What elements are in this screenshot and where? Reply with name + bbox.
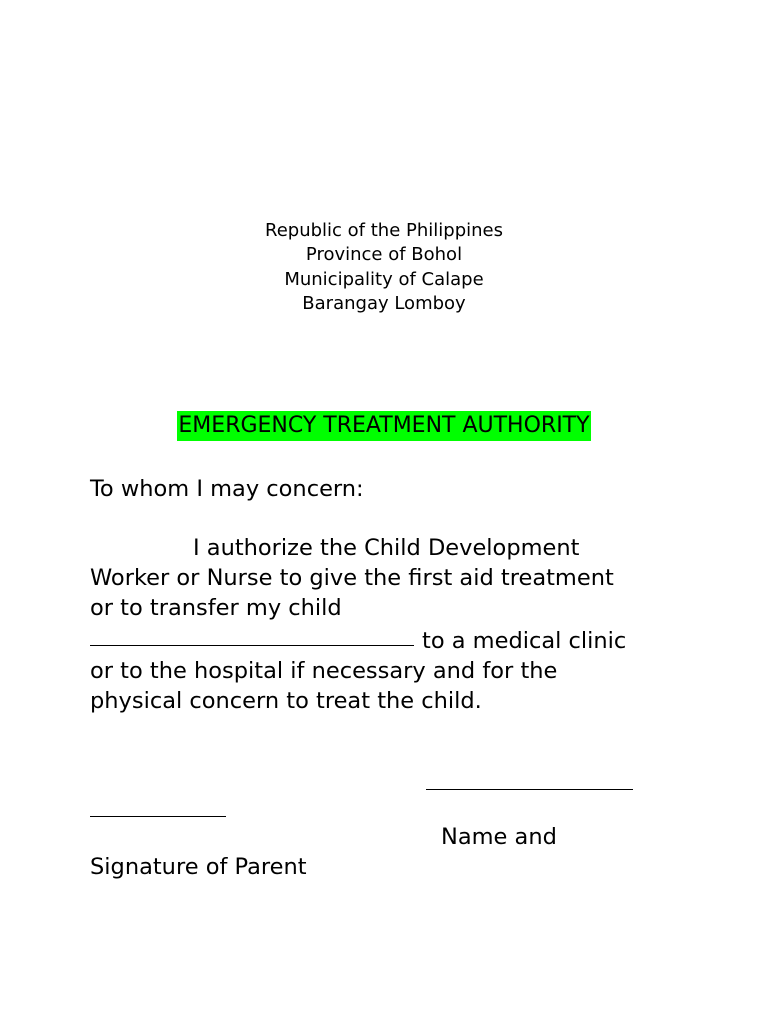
paragraph-line-3: or to transfer my child: [90, 595, 342, 621]
paragraph-line-2: Worker or Nurse to give the first aid treatment: [90, 565, 614, 591]
title-container: [0, 411, 768, 441]
salutation: To whom I may concern:: [90, 476, 364, 502]
paragraph-line-1-text: I authorize the Child Development: [193, 535, 580, 561]
paragraph-line-4: [90, 623, 700, 656]
authorization-paragraph: [90, 533, 700, 716]
document-header: [0, 219, 768, 316]
paragraph-line-4-text: to a medical clinic: [422, 628, 627, 654]
signature-line[interactable]: [426, 789, 633, 790]
signature-line-continuation[interactable]: [90, 816, 226, 817]
header-line-province: Province of Bohol: [305, 244, 463, 266]
paragraph-line-5: or to the hospital if necessary and for the: [90, 658, 558, 684]
paragraph-line-1: [90, 533, 700, 563]
signature-label-name: Name and: [441, 824, 557, 850]
child-name-blank[interactable]: [90, 621, 414, 646]
paragraph-line-6: physical concern to treat the child.: [90, 688, 482, 714]
header-line-municipality: Municipality of Calape: [284, 268, 484, 290]
header-line-republic: Republic of the Philippines: [265, 220, 503, 241]
document-title: EMERGENCY TREATMENT AUTHORITY: [177, 411, 590, 441]
signature-label-parent: Signature of Parent: [90, 854, 307, 880]
header-line-barangay: Barangay Lomboy: [302, 292, 466, 314]
